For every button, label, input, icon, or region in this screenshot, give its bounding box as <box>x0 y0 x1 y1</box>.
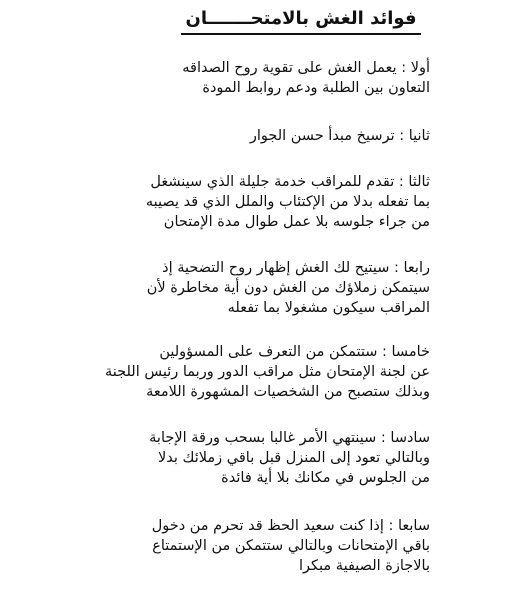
section-line: بما تفعله بدلا من الإكتئاب والملل الذي قد يصيبه <box>145 194 430 210</box>
section-line: باقي الإمتحانات وبالتالي ستتمكن من الإستمتاع <box>152 538 430 554</box>
section-line: وبذلك ستصبح من الشخصيات المشهورة اللامعة <box>146 384 430 400</box>
section-1 <box>20 58 430 98</box>
section-line: خامسا : ستتمكن من التعرف على المسؤولين <box>159 344 430 360</box>
section-line: التعاون بين الطلبة ودعم روابط المودة <box>202 80 430 96</box>
section-line: أولا : يعمل الغش على تقوية روح الصداقه <box>182 60 430 76</box>
section-line: سادسا : سينتهي الأمر غالبا بسحب ورقة الإجابة <box>149 430 430 446</box>
section-3 <box>20 172 430 232</box>
document-title: فوائد الغش بالامتحـــــــان <box>181 6 420 35</box>
section-line: من الجلوس في مكانك بلا أية فائدة <box>221 470 430 486</box>
section-line: سيتمكن زملاؤك من الغش دون أية مخاطرة لأن <box>146 280 430 296</box>
section-2 <box>20 126 430 146</box>
section-7 <box>20 516 430 576</box>
section-line: المراقب سيكون مشغولا بما تفعله <box>227 300 430 316</box>
section-line: رابعا : سيتيح لك الغش إظهار روح التضحية إذ <box>162 260 430 276</box>
document-title-wrapper <box>0 6 512 35</box>
section-line: ثانيا : ترسيخ مبدأ حسن الجوار <box>249 128 430 144</box>
section-6 <box>20 428 430 488</box>
section-line: بالاجازة الصيفية مبكرا <box>299 558 430 574</box>
section-line: عن لجنة الإمتحان مثل مراقب الدور وربما رئيس اللجنة <box>104 364 430 380</box>
section-line: سابعا : إذا كنت سعيد الحظ قد تحرم من دخول <box>151 518 430 534</box>
section-line: من جراء جلوسه بلا عمل طوال مدة الإمتحان <box>163 214 430 230</box>
section-line: وبالتالي تعود إلى المنزل قبل باقي زملائك بدلا <box>157 450 430 466</box>
section-5 <box>20 342 430 402</box>
section-4 <box>20 258 430 318</box>
section-line: ثالثا : تقدم للمراقب خدمة جليلة الذي سينشغل <box>150 174 430 190</box>
